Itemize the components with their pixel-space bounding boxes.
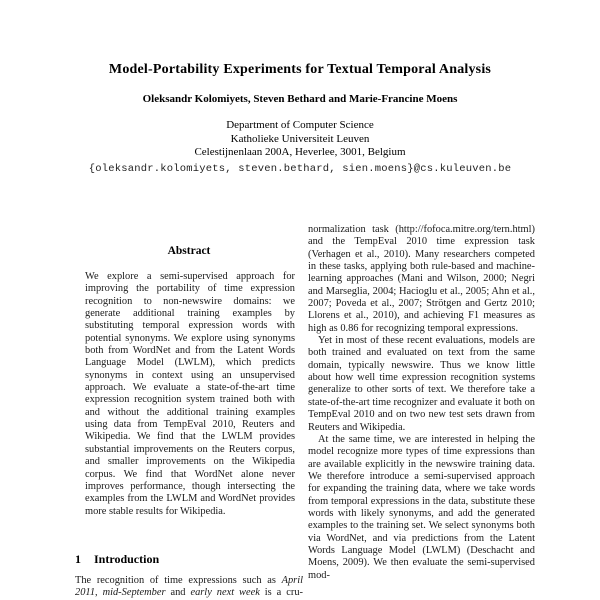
text-segment: The recognition of time expressions such as bbox=[75, 575, 282, 586]
body-paragraph-3: At the same time, we are interested in helping the model recognize more types of time expressions than are available explicitly in the newswire training data. We therefore introduce a semi-supervised approach for expanding the training data, where we take words from temporal expressions in the data, substitute these words with likely synonyms, and add the generated examples to the training set. We select synonyms both via WordNet, and via predictions from the Latent Words Language Model (LWLM) (Deschacht and Moens, 2009). We then evaluate the semi-supervised mod- bbox=[308, 433, 535, 581]
section-heading-introduction bbox=[75, 552, 303, 566]
affiliation-block bbox=[0, 119, 600, 160]
introduction-section bbox=[75, 552, 303, 600]
body-paragraph-2: Yet in most of these recent evaluations, models are both trained and evaluated on text from the same domain, typically newswire. Thus we know little about how well time expression recognition systems generalize to other sorts of text. We therefore take a state-of-the-art time recognizer and evaluate it both on TempEval 2010 and on two new test sets drawn from Reuters and Wikipedia. bbox=[308, 335, 535, 433]
text-segment: and bbox=[165, 587, 191, 599]
intro-paragraph bbox=[75, 575, 303, 600]
authors-line: Oleksandr Kolomiyets, Steven Bethard and Marie-Francine Moens bbox=[142, 93, 458, 105]
italic-segment: early next week bbox=[190, 587, 260, 599]
abstract-body: We explore a semi-supervised approach for improving the portability of time expression recognition to non-newswire domains: we generate additional training examples by substituting temporal expression words with potential synonyms. We explore using synonyms both from WordNet and from the Latent Words Language Model (LWLM), which predicts synonyms in context using an unsupervised approach. We evaluate a state-of-the-art time expression recognition system trained both with and without the additional training examples using data from TempEval 2010, Reuters and Wikipedia. We find that the LWLM provides substantial improvements on the Reuters corpus, and smaller improvements on the Wikipedia corpus. We find that WordNet alone never improves performance, though intersecting the examples from the LWLM and WordNet provides more stable results for Wikipedia. bbox=[85, 271, 295, 517]
affiliation-university: Katholieke Universiteit Leuven bbox=[230, 132, 370, 145]
authors-email: {oleksandr.kolomiyets, steven.bethard, sien.moens}@cs.kuleuven.be bbox=[88, 162, 512, 175]
section-number: 1 bbox=[75, 552, 81, 566]
italic-segment: April 2011 bbox=[75, 575, 303, 599]
body-paragraph-1: normalization task (http://fofoca.mitre.org/tern.html) and the TempEval 2010 time expression task (Verhagen et al., 2010). Many researchers competed in these tasks, applying both rule-based and machine-learning approaches (Mani and Wilson, 2000; Negri and Marseglia, 2004; Hacioglu et al., 2005; Ahn et al., 2007; Poveda et al., 2007; Strötgen and Gertz 2010; Llorens et al., 2010), and achieving F1 measures as high as 0.86 for recognizing temporal expressions. bbox=[308, 224, 535, 334]
text-segment: , bbox=[95, 587, 103, 599]
italic-segment: mid-September bbox=[102, 587, 166, 599]
affiliation-department: Department of Computer Science bbox=[226, 119, 374, 131]
paper-title: Model-Portability Experiments for Textual Temporal Analysis bbox=[108, 62, 492, 77]
paper-frontmatter bbox=[0, 61, 600, 175]
right-column bbox=[308, 224, 535, 582]
section-title: Introduction bbox=[94, 552, 160, 566]
text-segment: is a cru- bbox=[259, 587, 303, 599]
abstract-heading: Abstract bbox=[167, 245, 211, 257]
affiliation-address: Celestijnenlaan 200A, Heverlee, 3001, Belgium bbox=[194, 146, 406, 158]
left-column bbox=[75, 245, 303, 518]
